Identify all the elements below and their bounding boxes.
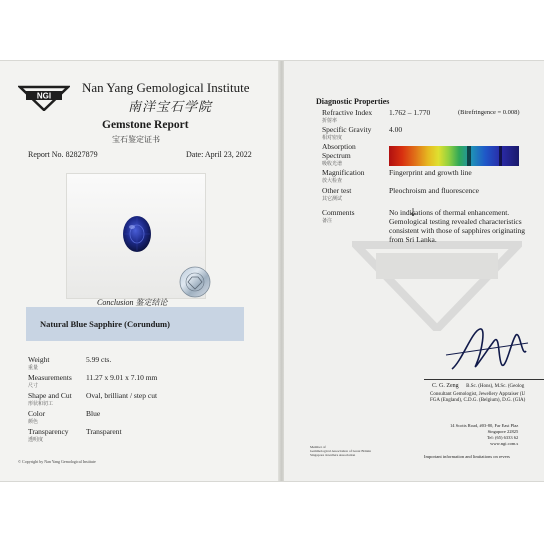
address-line: Singapore 22825 bbox=[487, 429, 519, 434]
signatory-credentials bbox=[430, 392, 525, 404]
report-title: Gemstone Report bbox=[102, 119, 189, 131]
property-value: Transparent bbox=[86, 427, 122, 436]
svg-text:NGI: NGI bbox=[36, 91, 52, 101]
comments-label-chinese: 备注 bbox=[322, 219, 333, 224]
member-line: Singapore Jewellers Association bbox=[310, 453, 356, 457]
property-label: Measurements bbox=[28, 373, 72, 382]
magnification-label-chinese: 放大检查 bbox=[322, 179, 343, 184]
report-number-value: 82827879 bbox=[65, 150, 98, 159]
property-label-chinese: 重量 bbox=[28, 366, 39, 371]
address-line: 14 Scotts Road, #03-80, Far East Plaz bbox=[450, 423, 519, 428]
diagnostic-properties-heading: Diagnostic Properties bbox=[316, 97, 390, 106]
absorption-spectrum-bar bbox=[389, 146, 519, 166]
other-test-label-chinese: 其它测试 bbox=[322, 197, 343, 202]
property-value: Oval, brilliant / step cut bbox=[86, 391, 158, 400]
membership-notice bbox=[310, 445, 371, 457]
property-label-chinese: 形状和切工 bbox=[28, 402, 54, 407]
specific-gravity-label-chinese: 相对密度 bbox=[322, 136, 343, 141]
member-line: Gemmological Association of Great Britain bbox=[310, 449, 372, 453]
property-label-chinese: 尺寸 bbox=[28, 384, 39, 389]
address-line: Tel: (65) 6333 62 bbox=[486, 435, 519, 440]
specific-gravity-label: Specific Gravity bbox=[322, 125, 372, 134]
member-line: Member of bbox=[310, 445, 326, 449]
copyright-notice: © Copyright by Nan Yang Gemological Institute bbox=[18, 459, 96, 464]
conclusion-label: Conclusion 鉴定结论 bbox=[97, 298, 168, 307]
report-back-page bbox=[284, 61, 544, 481]
report-date-label: Date: bbox=[186, 150, 204, 159]
credential-line: Consultant Gemologist, Jewellery Appraiser (U bbox=[430, 392, 526, 397]
specific-gravity-value: 4.00 bbox=[389, 125, 403, 134]
property-value: 5.99 cts. bbox=[86, 355, 112, 364]
magnification-value: Fingerprint and growth line bbox=[389, 168, 472, 177]
other-test-label: Other test bbox=[322, 186, 352, 195]
absorption-line bbox=[467, 146, 471, 166]
property-value: Blue bbox=[86, 409, 101, 418]
signatory-name-text: C. G. Zeng bbox=[432, 383, 459, 389]
property-label: Weight bbox=[28, 355, 50, 364]
property-label-chinese: 透明度 bbox=[28, 438, 44, 443]
conclusion-result: Natural Blue Sapphire (Corundum) bbox=[40, 319, 170, 329]
comments-line: from Sri Lanka. bbox=[389, 235, 437, 244]
comments-label: Comments bbox=[322, 208, 355, 217]
refractive-index-value: 1.762 – 1.770 bbox=[389, 108, 431, 117]
birefringence-value: (Birefringence = 0.008) bbox=[458, 109, 520, 116]
property-value: 11.27 x 9.01 x 7.10 mm bbox=[86, 373, 158, 382]
credential-line: FGA (England), C.D.G. (Belgium), D.G. (GIA) bbox=[430, 398, 526, 403]
institute-name: Nan Yang Gemological Institute bbox=[82, 80, 250, 95]
spectrum-label: Spectrum bbox=[322, 151, 351, 160]
institute-name-chinese: 南洋宝石学院 bbox=[128, 99, 213, 114]
refractive-index-label-chinese: 折射率 bbox=[322, 119, 338, 124]
report-number bbox=[28, 150, 98, 159]
hologram-seal-icon bbox=[179, 266, 211, 298]
magnification-mark-icon bbox=[410, 208, 416, 216]
limitations-footnote: Important information and limitations on revers bbox=[424, 454, 510, 459]
ngi-watermark-icon bbox=[352, 241, 522, 331]
comments-line: consistent with those of sapphires originating bbox=[389, 226, 526, 235]
report-title-chinese: 宝石鉴定证书 bbox=[112, 135, 160, 144]
other-test-value: Pleochroism and fluorescence bbox=[389, 186, 479, 195]
report-number-label: Report No. bbox=[28, 150, 64, 159]
signatory-degrees: B.Sc. (Hons), M.Sc. (Geolog bbox=[466, 384, 525, 389]
comments-line: No indications of thermal enhancement. bbox=[389, 208, 510, 217]
report-front-page bbox=[0, 61, 280, 481]
report-date bbox=[186, 150, 252, 159]
absorption-label-chinese: 吸收光谱 bbox=[322, 162, 343, 167]
refractive-index-label: Refractive Index bbox=[322, 108, 373, 117]
institute-address bbox=[450, 423, 518, 447]
gemstone-report-document bbox=[0, 60, 544, 482]
property-label: Transparency bbox=[28, 427, 69, 436]
property-label-chinese: 颜色 bbox=[28, 420, 39, 425]
absorption-label: Absorption bbox=[322, 142, 356, 151]
gemstone-photo bbox=[66, 173, 206, 299]
address-line: www.ngi.com.s bbox=[490, 441, 519, 446]
report-date-value: April 23, 2022 bbox=[204, 150, 252, 159]
property-label: Shape and Cut bbox=[28, 391, 72, 400]
property-label: Color bbox=[28, 409, 46, 418]
magnification-label: Magnification bbox=[322, 168, 365, 177]
signatory-name bbox=[432, 383, 524, 389]
signature-line bbox=[424, 379, 544, 380]
sapphire-gem-image bbox=[119, 214, 155, 254]
absorption-line bbox=[499, 146, 502, 166]
signature-image bbox=[442, 321, 532, 381]
ngi-logo-icon bbox=[18, 81, 70, 111]
comments-line: Gemological testing revealed characteristics bbox=[389, 217, 522, 226]
